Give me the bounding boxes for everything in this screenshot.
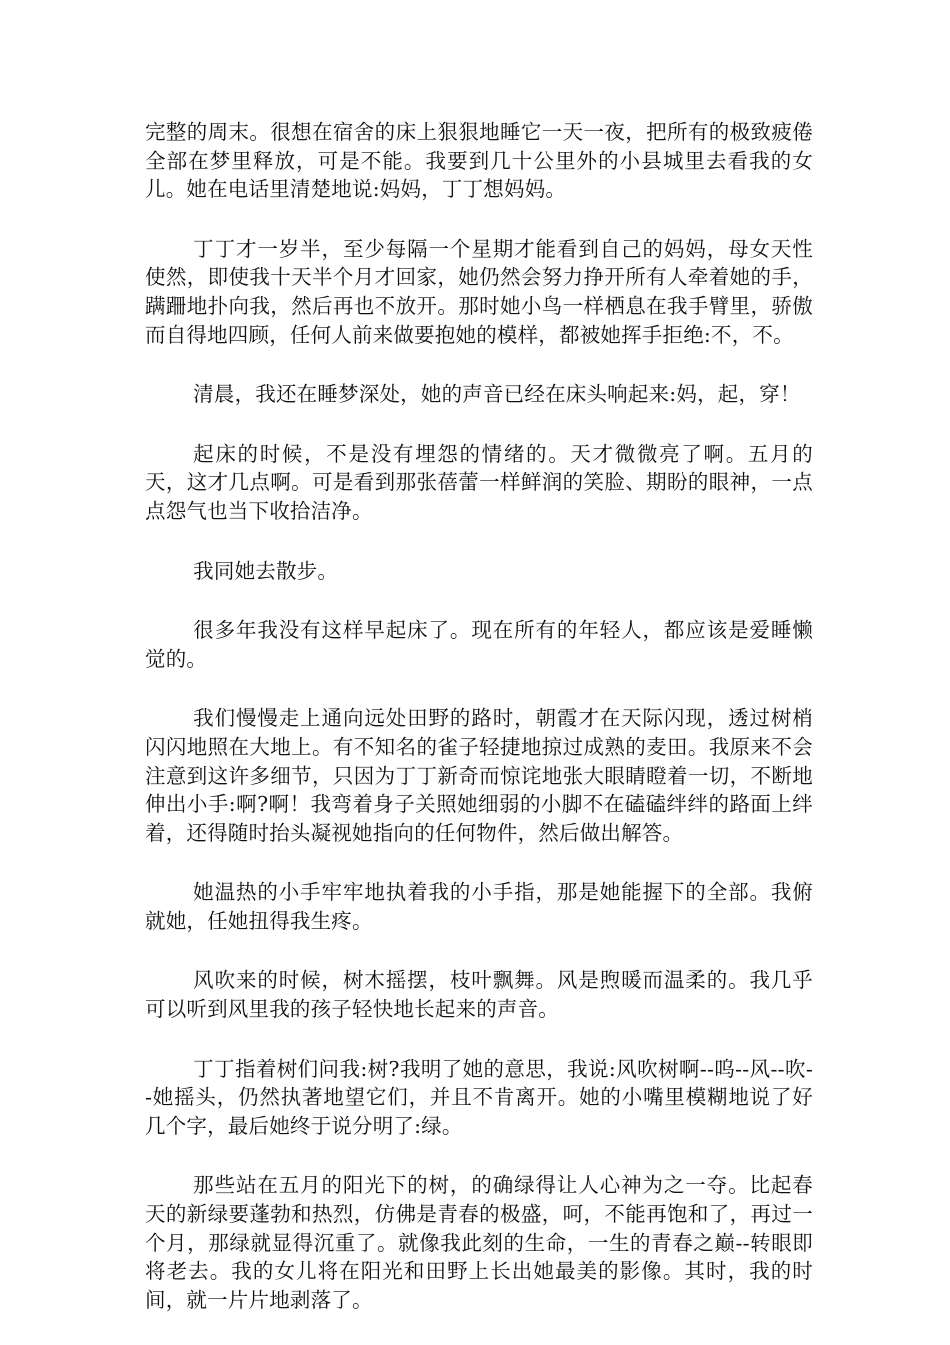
- paragraph-9: 风吹来的时候，树木摇摆，枝叶飘舞。风是煦暖而温柔的。我几乎可以听到风里我的孩子轻快地长起来的声音。: [145, 968, 813, 1022]
- paragraph-3: 清晨，我还在睡梦深处，她的声音已经在床头响起来:妈，起，穿！: [193, 382, 801, 407]
- paragraph-5: 我同她去散步。: [193, 558, 339, 583]
- paragraph-10: 丁丁指着树们问我:树?我明了她的意思，我说:风吹树啊--呜--风--吹--她摇头，仍然执著地望它们，并且不肯离开。她的小嘴里模糊地说了好几个字，最后她终于说分明了:绿。: [145, 1056, 813, 1138]
- paragraph-4: 起床的时候，不是没有埋怨的情绪的。天才微微亮了啊。五月的天，这才几点啊。可是看到那张蓓蕾一样鲜润的笑脸、期盼的眼神，一点点怨气也当下收拾洁净。: [145, 441, 813, 523]
- paragraph-11: 那些站在五月的阳光下的树，的确绿得让人心神为之一夺。比起春天的新绿要蓬勃和热烈，仿佛是青春的极盛，呵，不能再饱和了，再过一个月，那绿就显得沉重了。就像我此刻的生命，一生的青春之巅--转眼即将老去。我的女儿将在阳光和田野上长出她最美的影像。其时，我的时间，就一片片地剥落了。: [145, 1173, 813, 1312]
- paragraph-8: 她温热的小手牢牢地执着我的小手指，那是她能握下的全部。我俯就她，任她扭得我生疼。: [145, 880, 813, 933]
- article-body: [145, 118, 813, 1345]
- paragraph-2: 丁丁才一岁半，至少每隔一个星期才能看到自己的妈妈，母女天性使然，即使我十天半个月才回家，她仍然会努力挣开所有人牵着她的手，蹒跚地扑向我，然后再也不放开。那时她小鸟一样栖息在我手臂里，骄傲而自得地四顾，任何人前来做要抱她的模样，都被她挥手拒绝:不，不。: [145, 236, 813, 347]
- paragraph-1: 完整的周末。很想在宿舍的床上狠狠地睡它一天一夜，把所有的极致疲倦全部在梦里释放，可是不能。我要到几十公里外的小县城里去看我的女儿。她在电话里清楚地说:妈妈，丁丁想妈妈。: [145, 120, 813, 202]
- paragraph-7: 我们慢慢走上通向远处田野的路时，朝霞才在天际闪现，透过树梢闪闪地照在大地上。有不知名的雀子轻捷地掠过成熟的麦田。我原来不会注意到这许多细节，只因为丁丁新奇而惊诧地张大眼睛瞪着一切，不断地伸出小手:啊?啊！我弯着身子关照她细弱的小脚不在磕磕绊绊的路面上绊着，还得随时抬头凝视她指向的任何物件，然后做出解答。: [145, 706, 813, 845]
- paragraph-6: 很多年我没有这样早起床了。现在所有的年轻人，都应该是爱睡懒觉的。: [145, 618, 813, 671]
